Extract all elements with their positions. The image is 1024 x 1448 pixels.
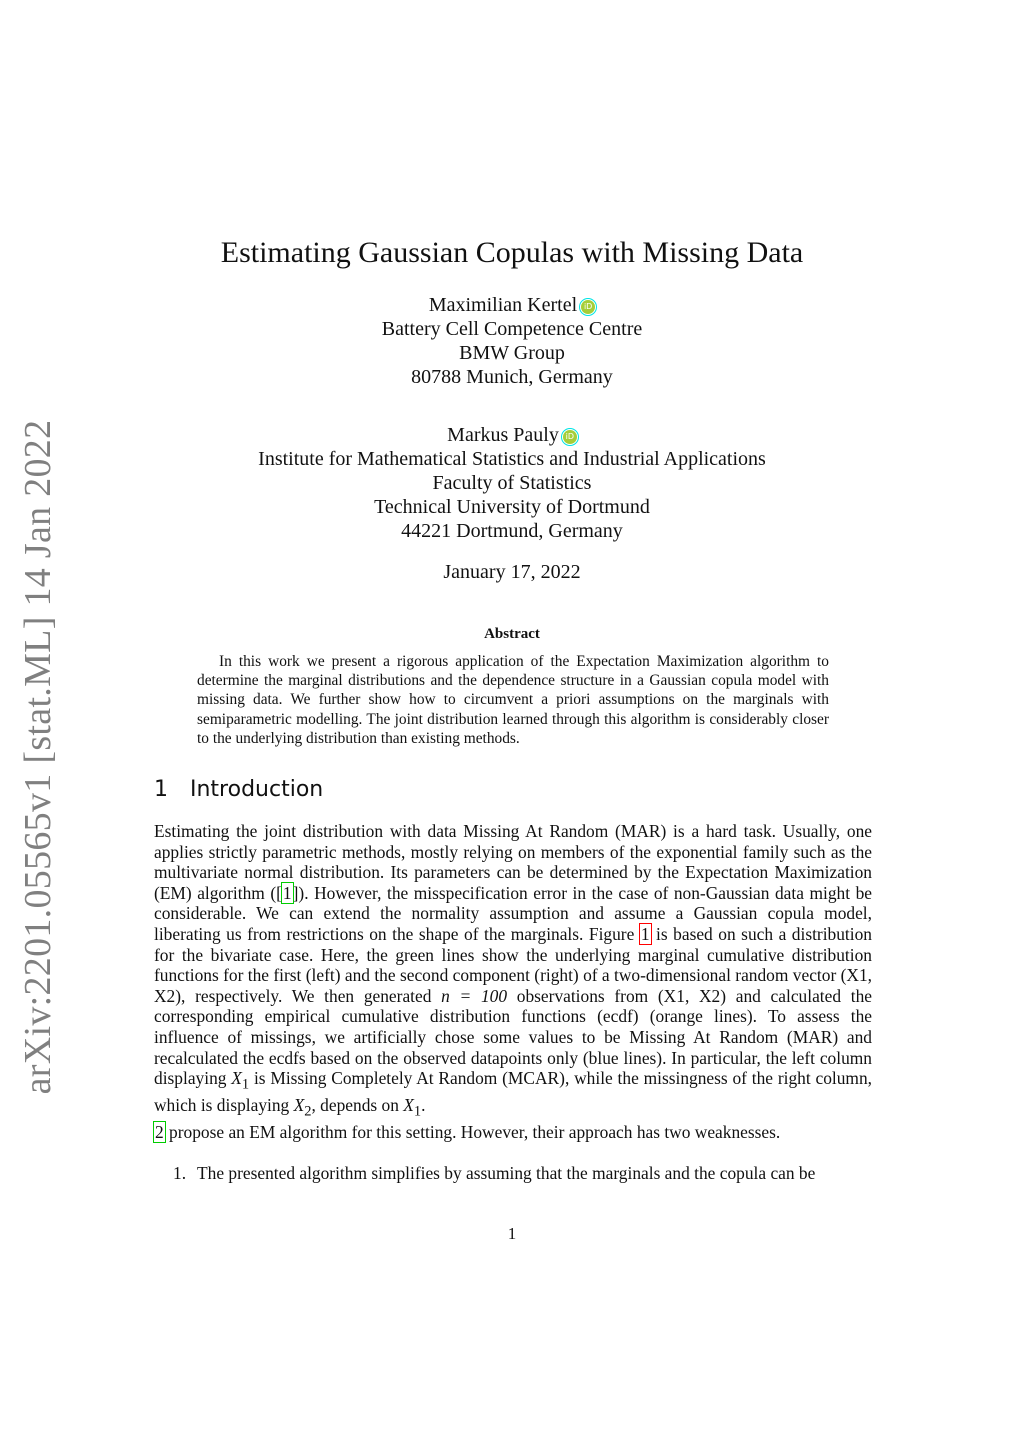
paragraph [154,821,872,1122]
text-run: . [421,1095,426,1116]
math-subscript: 1 [241,1076,250,1093]
orcid-icon[interactable]: iD [581,300,595,314]
text-run: Estimating the joint distribution with data Missing At Random (MAR) is a hard task. Usually, one applies strictly parametric methods, mostly relying on members of the exponential family such as the multivariate normal distribution. Its parameters can be determined by the Expectation Maximization (EM) algorithm ([ [154,821,872,903]
affiliation-line: 44221 Dortmund, Germany [401,520,623,542]
orcid-icon[interactable]: iD [563,430,577,444]
text-run: is Missing Completely At Random (MCAR), while the missingness of the right column, which is displaying [154,1068,872,1116]
page-number: 1 [507,1224,517,1243]
paragraph [154,1122,872,1143]
math-expression: n = 100 [441,985,508,1006]
author-name: Maximilian Kertel [428,294,578,316]
text-run: , depends on [311,1095,404,1116]
list-item-text: The presented algorithm simplifies by assuming that the marginals and the copula can be [197,1163,816,1183]
author-block [0,423,1024,543]
abstract-text: In this work we present a rigorous application of the Expectation Maximization algorithm to determine the marginal distributions and the dependence structure in a Gaussian copula model with missing data. We further show how to circumvent a priori assumptions on the marginals with semiparametric modelling. The joint distribution learned through this algorithm is considerably closer to the underlying distribution than existing methods. [197,653,829,747]
enumerated-list [173,1163,872,1184]
math-subscript: 1 [413,1103,422,1120]
affiliation-line: BMW Group [459,342,565,364]
affiliation-line: Institute for Mathematical Statistics and Industrial Applications [258,448,766,470]
author-line [0,423,1024,447]
section-title: Introduction [190,777,324,802]
section-heading [154,777,323,802]
author-block [0,293,1024,389]
paper-date: January 17, 2022 [443,561,581,583]
math-variable: X [293,1095,305,1116]
abstract-heading: Abstract [484,626,540,642]
figure-link[interactable]: 1 [640,923,650,944]
authors [0,293,1024,543]
affiliation-line: Technical University of Dortmund [374,496,650,518]
author-line [0,293,1024,317]
text-run: propose an EM algorithm for this setting. However, their approach has two weaknesses. [164,1122,781,1143]
citation-link[interactable]: 1 [282,882,292,903]
intro-text [154,821,872,1143]
text-run: ]). However, the misspecification error in the case of non-Gaussian data might be considerable. We can extend the normality assumption and assume a Gaussian copula model, liberating us from restrictions on the shape of the marginals. Figure [154,882,872,944]
math-variable: X [231,1068,242,1089]
list-item [173,1163,872,1184]
citation-link[interactable]: 2 [155,1122,164,1143]
affiliation-line: Faculty of Statistics [432,472,592,494]
list-item-number: 1. [173,1163,187,1183]
text-run: is based on such a distribution for the bivariate case. Here, the green lines show the underlying marginal cumulative distribution functions for the first (left) and the second component (right) of a two-dimensional random vector (X1, X2), respectively. We then generated [154,923,872,1006]
text-run: observations from (X1, X2) and calculated the corresponding empirical cumulative distribution functions (ecdf) (orange lines). To assess the influence of missings, we artificially chose some values to be Missing At Random (MAR) and recalculated the ecdfs based on the observed datapoints only (blue lines). In particular, the left column displaying [154,985,872,1089]
affiliation-line: Battery Cell Competence Centre [381,318,643,340]
math-subscript: 2 [304,1103,312,1120]
affiliation-line: 80788 Munich, Germany [411,366,613,388]
arxiv-stamp: arXiv:2201.05565v1 [stat.ML] 14 Jan 2022 [17,419,59,1095]
section-number: 1 [154,777,168,802]
paper-title: Estimating Gaussian Copulas with Missing Data [220,236,804,269]
math-variable: X [403,1095,414,1116]
author-name: Markus Pauly [447,424,559,446]
